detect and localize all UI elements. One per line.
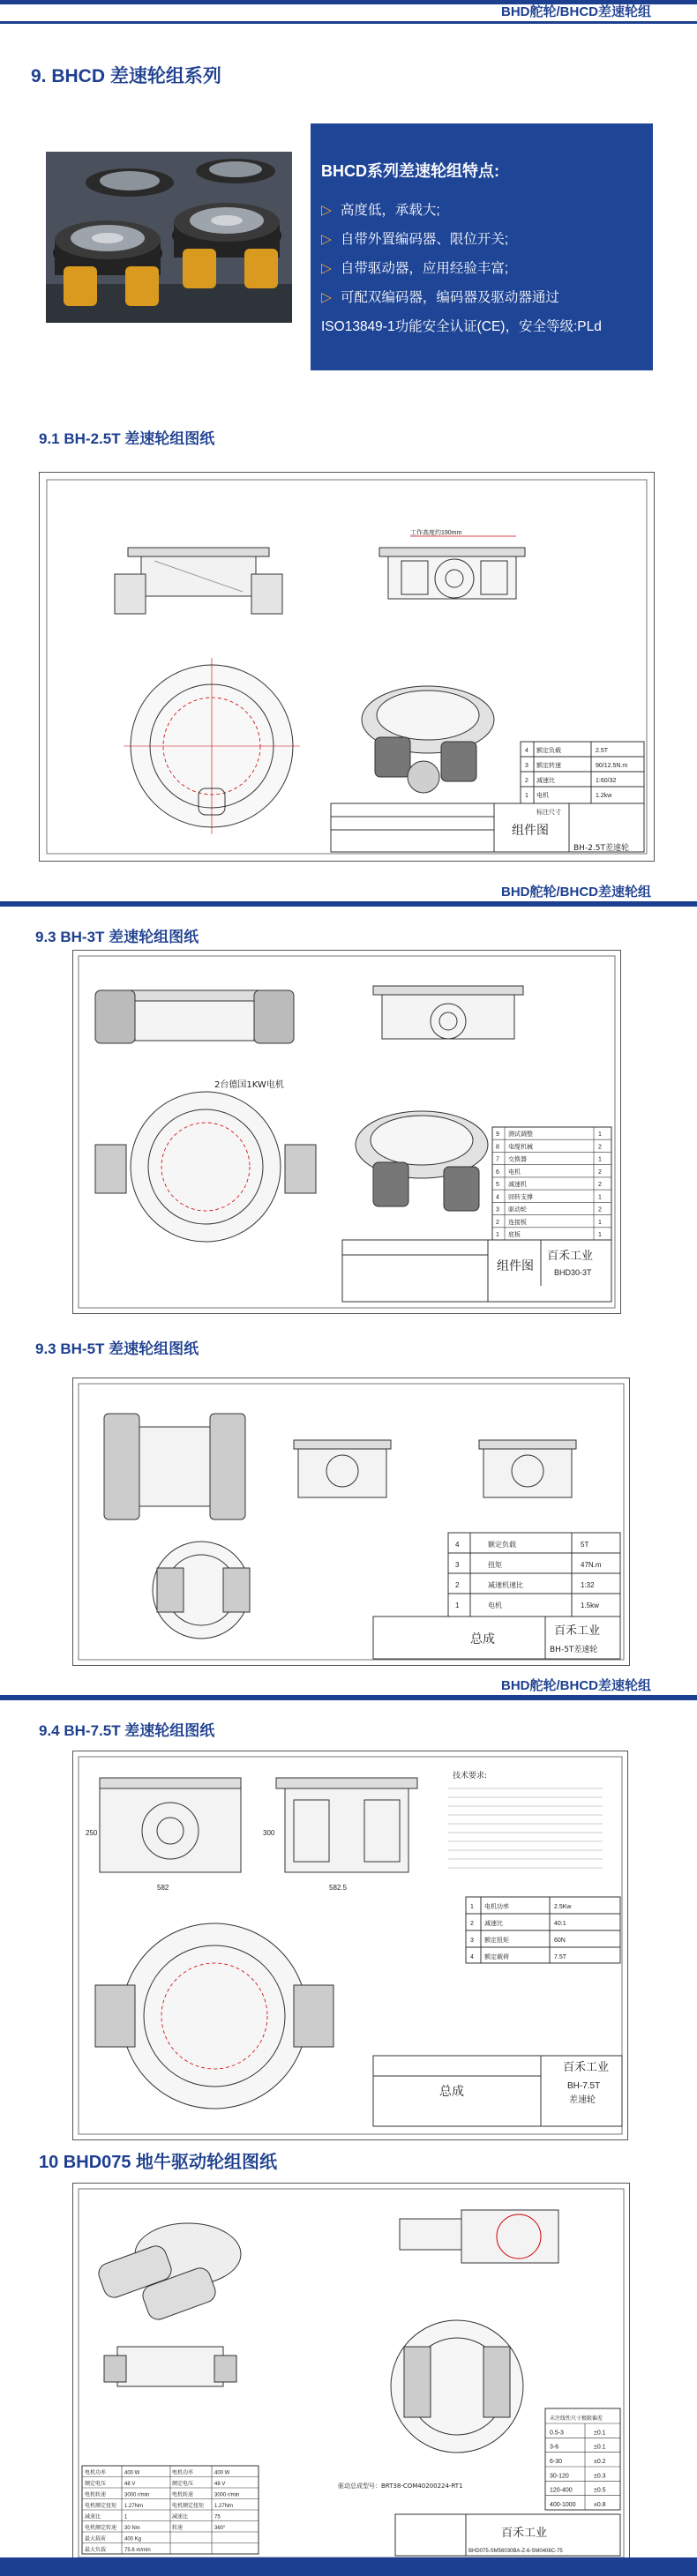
table-cell: 减速机 bbox=[508, 1181, 527, 1189]
drawing-name: 总成 bbox=[439, 2085, 464, 2099]
table-cell: 扭矩 bbox=[488, 1561, 502, 1569]
drawing-bh75 bbox=[72, 1751, 628, 2140]
table-cell: 8 bbox=[496, 1144, 499, 1151]
table-cell: 电机功率 bbox=[172, 2469, 194, 2476]
table-cell: 2 bbox=[455, 1581, 460, 1589]
table-cell: 额定负载 bbox=[488, 1541, 516, 1549]
dimension-label: 250 bbox=[86, 1829, 98, 1837]
table-cell: 额定电压 bbox=[85, 2481, 107, 2487]
feature-text: 自带驱动器，应用经验丰富; bbox=[340, 261, 509, 276]
table-cell: 最大负载 bbox=[85, 2547, 107, 2553]
table-cell: 交换器 bbox=[508, 1155, 527, 1163]
dimension-label: 582.5 bbox=[329, 1884, 348, 1892]
table-cell: ±0.1 bbox=[594, 2444, 606, 2451]
drawing-title-bhd075: 10 BHD075 地牛驱动轮组图纸 bbox=[39, 2153, 278, 2172]
table-cell: 400-1000 bbox=[550, 2502, 576, 2508]
table-cell: 2.5Kw bbox=[554, 1904, 572, 1910]
table-cell: 1 bbox=[598, 1219, 602, 1226]
feature-text: 可配双编码器，编码器及驱动器通过 bbox=[340, 290, 559, 305]
table-cell: 48 V bbox=[124, 2482, 136, 2487]
table-cell: 2 bbox=[598, 1169, 602, 1176]
feature-item bbox=[321, 254, 602, 283]
table-note: 标注尺寸 bbox=[536, 809, 561, 816]
spec-title: 未注线性尺寸极限偏差 bbox=[550, 2415, 603, 2422]
table-cell: 1:32 bbox=[581, 1581, 595, 1589]
drawing-bh3 bbox=[72, 950, 621, 1314]
table-cell: 2 bbox=[525, 778, 528, 784]
table-cell: 75 bbox=[214, 2514, 221, 2520]
table-cell: 连接板 bbox=[508, 1218, 527, 1226]
table-cell: 1 bbox=[598, 1194, 602, 1201]
table-cell: 4 bbox=[470, 1954, 474, 1960]
arrow-right-icon: ▷ bbox=[321, 232, 332, 247]
bom-note: 驱动总成型号：BRT38-COM40200224-RT1 bbox=[338, 2483, 463, 2490]
brand-tag: BHD舵轮/BHCD差速轮组 bbox=[501, 1678, 651, 1693]
table-cell: ±0.5 bbox=[594, 2487, 606, 2494]
notes-title: 技术要求: bbox=[453, 1772, 488, 1781]
drawing-bh25 bbox=[39, 472, 655, 862]
feature-text: 自带外置编码器、限位开关; bbox=[340, 232, 509, 247]
dimension-label: 582 bbox=[157, 1884, 169, 1892]
table-cell: 47N.m bbox=[581, 1561, 602, 1569]
section-band bbox=[0, 901, 697, 907]
drawing-company: 百禾工业 bbox=[501, 2527, 548, 2540]
table-cell: 4 bbox=[525, 748, 528, 754]
brand-tag: BHD舵轮/BHCD差速轮组 bbox=[501, 4, 651, 19]
table-cell: 回转支撑 bbox=[508, 1193, 533, 1201]
table-cell: 1 bbox=[598, 1156, 602, 1163]
drawing-model: BH-7.5T bbox=[567, 2081, 601, 2091]
table-cell: 1.5kw bbox=[581, 1602, 599, 1609]
bottom-band bbox=[0, 2557, 697, 2576]
arrow-right-icon: ▷ bbox=[321, 203, 332, 218]
table-cell: 电机功率 bbox=[484, 1903, 509, 1910]
table-cell: 1.27Nm bbox=[214, 2504, 234, 2509]
table-cell: ±0.8 bbox=[594, 2502, 606, 2508]
drawing-name: 组件图 bbox=[512, 824, 549, 838]
table-cell: 减速比 bbox=[484, 1920, 503, 1927]
drawing-company: 百禾工业 bbox=[547, 1250, 594, 1263]
section9-title: 9. BHCD 差速轮组系列 bbox=[31, 66, 221, 86]
table-cell: 0.5-3 bbox=[550, 2430, 564, 2437]
table-cell: 电机功率 bbox=[85, 2469, 107, 2476]
table-cell: 30 Nm bbox=[124, 2526, 140, 2531]
table-cell: 2 bbox=[496, 1219, 499, 1226]
table-cell: 电机转速 bbox=[172, 2491, 194, 2498]
table-cell: 电机额定扭矩 bbox=[172, 2503, 205, 2509]
feature-text: 高度低，承载大; bbox=[340, 203, 440, 218]
table-cell: 30-120 bbox=[550, 2473, 569, 2480]
table-cell: 9 bbox=[496, 1131, 499, 1139]
table-cell: 电机 bbox=[508, 1168, 521, 1176]
drawing-bhd075 bbox=[72, 2183, 630, 2564]
table-cell: 1 bbox=[525, 793, 528, 799]
drawing-model2: 差速轮 bbox=[569, 2095, 596, 2105]
drawing-model: BHD075-SM56030BA-Z-6-SM0408C-75 bbox=[468, 2549, 563, 2554]
table-cell: 2 bbox=[598, 1144, 602, 1151]
table-cell: 7.5T bbox=[554, 1954, 567, 1960]
table-cell: 减速比 bbox=[172, 2513, 189, 2520]
table-cell: 48 V bbox=[214, 2482, 226, 2487]
drawing-title-bh3: 9.3 BH-3T 差速轮组图纸 bbox=[35, 929, 199, 945]
table-cell: 额定电压 bbox=[172, 2481, 194, 2487]
drawing-title-bh25: 9.1 BH-2.5T 差速轮组图纸 bbox=[39, 430, 215, 447]
table-cell: 120-400 bbox=[550, 2487, 573, 2494]
table-cell: 3 bbox=[525, 763, 528, 769]
table-cell: 3 bbox=[496, 1206, 499, 1213]
drawing-model: BHD30-3T bbox=[554, 1268, 592, 1277]
table-cell: 5 bbox=[496, 1182, 499, 1189]
table-cell: 转速 bbox=[172, 2525, 184, 2531]
table-cell: 1.27Nm bbox=[124, 2504, 144, 2509]
table-cell: 电机额定扭矩 bbox=[85, 2503, 117, 2509]
arrow-right-icon: ▷ bbox=[321, 290, 332, 305]
drawing-name: 组件图 bbox=[497, 1259, 534, 1273]
table-cell: 40:1 bbox=[554, 1921, 566, 1927]
features-title: BHCD系列差速轮组特点: bbox=[321, 162, 499, 180]
feature-item bbox=[321, 225, 602, 254]
table-cell: 1 bbox=[496, 1232, 499, 1238]
table-cell: 驱动轮 bbox=[508, 1206, 527, 1213]
drawing-title-bh5: 9.3 BH-5T 差速轮组图纸 bbox=[35, 1340, 199, 1357]
feature-list bbox=[321, 196, 602, 341]
table-cell: 1 bbox=[598, 1131, 602, 1139]
table-cell: 7 bbox=[496, 1156, 499, 1163]
feature-item bbox=[321, 283, 602, 312]
table-cell: 400 Kg bbox=[124, 2536, 142, 2542]
table-cell: 额定扭矩 bbox=[484, 1937, 509, 1944]
drawing-company: 百禾工业 bbox=[563, 2061, 610, 2074]
table-cell: 减速比 bbox=[85, 2513, 101, 2520]
drawing-motor-label: 2台德国1KW电机 bbox=[214, 1080, 284, 1090]
table-cell: 3 bbox=[470, 1938, 474, 1944]
dimension-label: 300 bbox=[263, 1829, 275, 1837]
table-cell: 额定转速 bbox=[536, 762, 561, 769]
table-cell: 电缆机械 bbox=[508, 1143, 533, 1151]
table-cell: 电机额定转速 bbox=[85, 2525, 117, 2531]
table-cell: 6-30 bbox=[550, 2459, 563, 2465]
table-cell: 2 bbox=[598, 1206, 602, 1213]
table-cell: 1 bbox=[470, 1904, 474, 1910]
table-cell: 75.6 m/min bbox=[124, 2548, 151, 2553]
table-cell: 90/12.5N.m bbox=[596, 763, 628, 769]
drawing-top-note: 工作高度约190mm bbox=[410, 530, 462, 536]
table-cell: 3-6 bbox=[550, 2444, 559, 2451]
table-cell: 60N bbox=[554, 1938, 566, 1944]
feature-box bbox=[311, 123, 653, 370]
brand-tag: BHD舵轮/BHCD差速轮组 bbox=[501, 885, 651, 900]
table-cell: 360° bbox=[214, 2526, 226, 2531]
table-cell: 电机 bbox=[488, 1602, 502, 1609]
table-cell: ±0.2 bbox=[594, 2459, 606, 2465]
table-cell: 3 bbox=[455, 1561, 460, 1569]
table-cell: ±0.1 bbox=[594, 2430, 606, 2437]
table-cell: 2.5T bbox=[596, 748, 609, 754]
table-cell: 400 W bbox=[124, 2470, 140, 2476]
table-cell: 最大载荷 bbox=[85, 2535, 107, 2542]
drawing-model: BH-2.5T差速轮 bbox=[573, 844, 630, 853]
table-cell: 4 bbox=[455, 1541, 460, 1549]
table-cell: 2 bbox=[598, 1182, 602, 1189]
table-cell: 4 bbox=[496, 1194, 499, 1201]
table-cell: 1 bbox=[124, 2514, 128, 2520]
table-cell: 1 bbox=[598, 1232, 602, 1238]
product-photo bbox=[46, 152, 292, 323]
drawing-company: 百禾工业 bbox=[554, 1624, 601, 1638]
table-cell: 电机 bbox=[536, 792, 549, 799]
table-cell: 减速比 bbox=[536, 777, 555, 784]
drawing-model: BH-5T差速轮 bbox=[550, 1646, 598, 1654]
table-cell: 测试调整 bbox=[508, 1131, 533, 1139]
table-cell: ±0.3 bbox=[594, 2473, 606, 2480]
table-cell: 1 bbox=[455, 1602, 460, 1609]
feature-text: ISO13849-1功能安全认证(CE)，安全等级:PLd bbox=[321, 319, 602, 334]
table-cell: 6 bbox=[496, 1169, 499, 1176]
table-cell: 5T bbox=[581, 1541, 589, 1549]
feature-item bbox=[321, 196, 602, 225]
table-cell: 2 bbox=[470, 1921, 474, 1927]
divider bbox=[0, 21, 697, 24]
table-cell: 1:60/32 bbox=[596, 778, 617, 784]
table-cell: 电机转速 bbox=[85, 2491, 107, 2498]
table-cell: 额定载荷 bbox=[484, 1953, 509, 1960]
arrow-right-icon: ▷ bbox=[321, 261, 332, 276]
table-cell: 1.2kw bbox=[596, 793, 612, 799]
table-cell: 额定负载 bbox=[536, 747, 561, 754]
section-band bbox=[0, 1695, 697, 1700]
table-cell: 底板 bbox=[508, 1231, 521, 1238]
drawing-name: 总成 bbox=[470, 1632, 495, 1646]
table-cell: 400 W bbox=[214, 2470, 230, 2476]
table-cell: 3000 r/min bbox=[214, 2492, 240, 2498]
drawing-bh5 bbox=[72, 1378, 630, 1666]
feature-item bbox=[321, 312, 602, 341]
drawing-title-bh75: 9.4 BH-7.5T 差速轮组图纸 bbox=[39, 1722, 215, 1739]
table-cell: 减速机速比 bbox=[488, 1581, 523, 1589]
table-cell: 3000 r/min bbox=[124, 2492, 150, 2498]
